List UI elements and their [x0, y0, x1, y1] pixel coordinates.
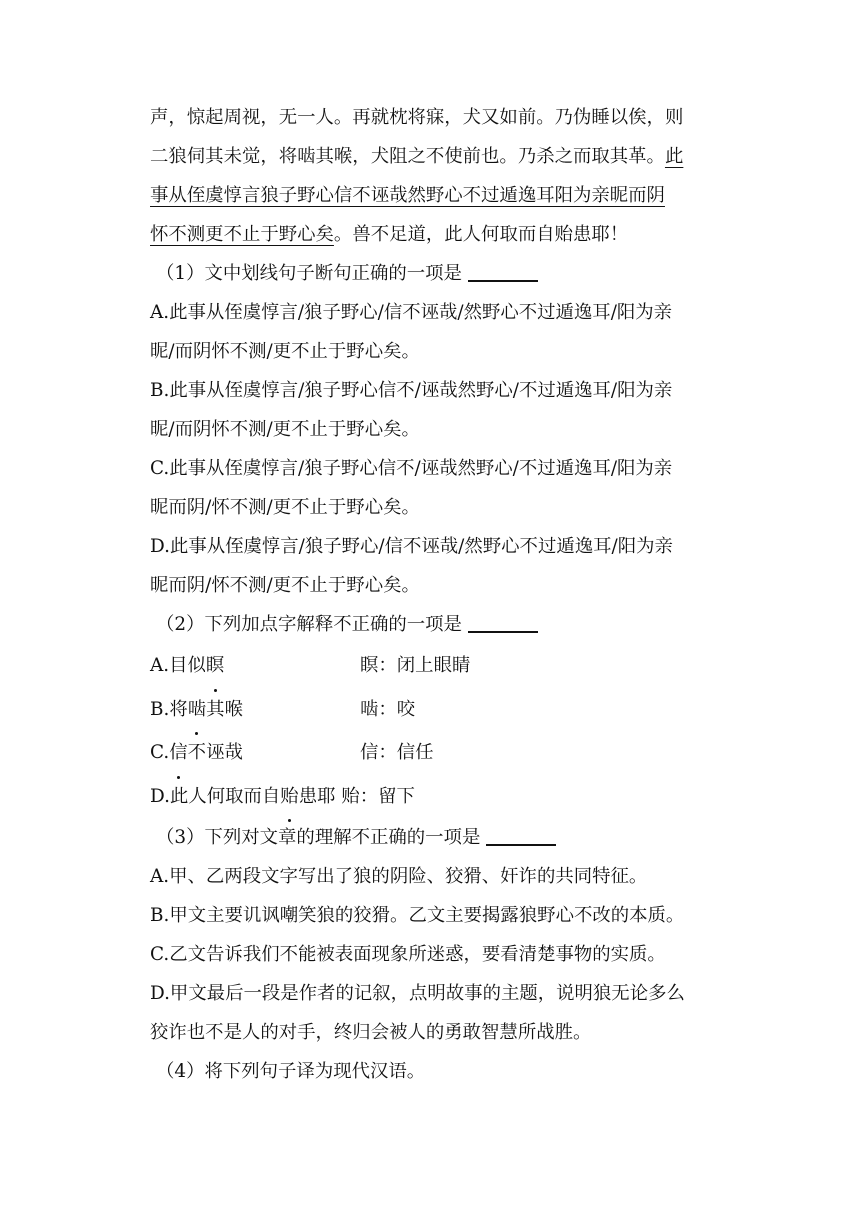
- question-1-stem: [150, 254, 735, 293]
- q2-option-c: [150, 731, 735, 775]
- q1-option-d: D.此事从侄虞惇言/狼子野心/信不诬哉/然野心不过遁逸耳/阳为亲: [150, 536, 673, 557]
- phrase-text: D.此人何取而自: [150, 785, 281, 807]
- underlined-sentence: 事从侄虞惇言狼子野心信不诬哉然野心不过遁逸耳阳为亲昵而阴: [150, 185, 665, 206]
- option-phrase: [150, 644, 360, 688]
- phrase-text: C.: [150, 742, 170, 763]
- phrase-text: B.将: [150, 698, 188, 720]
- q1-option-d-cont: 昵而阴/怀不测/更不止于野心矣。: [150, 575, 420, 596]
- q1-option-c: C.此事从侄虞惇言/狼子野心信不/诬哉然野心/不过遁逸耳/阳为亲: [150, 458, 673, 479]
- q1-option-c-cont: 昵而阴/怀不测/更不止于野心矣。: [150, 497, 420, 518]
- passage-text: 二狼伺其未觉，将啮其喉，犬阻之不使前也。乃杀之而取其革。: [150, 146, 665, 167]
- passage-text: 。兽不足道，此人何取而自贻患耶！: [333, 224, 629, 245]
- q2-option-d: [150, 775, 735, 819]
- answer-blank: [468, 260, 538, 282]
- question-4-stem: （4）将下列句子译为现代汉语。: [156, 1061, 426, 1082]
- option-explanation: 啮：咬: [360, 698, 416, 720]
- q1-option-a: A.此事从侄虞惇言/狼子野心/信不诬哉/然野心不过遁逸耳/阳为亲: [150, 302, 673, 323]
- q1-option-a-cont: 昵/而阴怀不测/更不止于野心矣。: [150, 341, 420, 362]
- question-text: （3）下列对文章的理解不正确的一项是: [156, 827, 481, 848]
- option-phrase: [150, 731, 360, 775]
- phrase-text: 不诬哉: [187, 742, 243, 763]
- phrase-text: 患耶: [298, 785, 336, 807]
- q3-option-a: A.甲、乙两段文字写出了狼的阴险、狡猾、奸诈的共同特征。: [150, 866, 648, 887]
- question-2-stem: [150, 605, 735, 644]
- dotted-char: 贻: [280, 775, 298, 819]
- phrase-text: A.目似: [150, 655, 206, 676]
- option-phrase: [150, 688, 360, 732]
- dotted-char: 信: [169, 731, 187, 775]
- q1-option-b-cont: 昵/而阴怀不测/更不止于野心矣。: [150, 419, 420, 440]
- option-explanation: 贻：留下: [341, 785, 415, 807]
- question-3-stem: [150, 818, 735, 857]
- q2-option-b: [150, 688, 735, 732]
- question-text: （2）下列加点字解释不正确的一项是: [156, 614, 462, 635]
- q3-option-d: D.甲文最后一段是作者的记叙，点明故事的主题，说明狼无论多么: [150, 983, 685, 1004]
- answer-blank: [486, 824, 556, 846]
- option-explanation: 信：信任: [360, 742, 434, 763]
- q3-option-c: C.乙文告诉我们不能被表面现象所迷惑，要看清楚事物的实质。: [150, 944, 666, 965]
- passage-line: [150, 176, 735, 215]
- dotted-char: 瞑: [206, 644, 224, 688]
- option-phrase: [150, 786, 335, 807]
- underlined-sentence: 此: [664, 146, 684, 167]
- question-text: （1）文中划线句子断句正确的一项是: [156, 263, 462, 284]
- q1-option-b: B.此事从侄虞惇言/狼子野心信不/诬哉然野心/不过遁逸耳/阳为亲: [150, 380, 673, 401]
- dotted-char: 啮: [188, 688, 206, 732]
- q3-option-b: B.甲文主要讥讽嘲笑狼的狡猾。乙文主要揭露狼野心不改的本质。: [150, 905, 685, 926]
- passage-line: [150, 215, 735, 254]
- q2-option-a: [150, 644, 735, 688]
- q3-option-d-cont: 狡诈也不是人的对手，终归会被人的勇敢智慧所战胜。: [150, 1022, 592, 1043]
- passage-line: [150, 137, 735, 176]
- passage-line: 声，惊起周视，无一人。再就枕将寐，犬又如前。乃伪睡以俟，则: [150, 107, 684, 128]
- underlined-sentence: 怀不测更不止于野心矣: [150, 224, 334, 245]
- phrase-text: 其喉: [206, 698, 243, 720]
- document-content: [150, 98, 735, 1091]
- answer-blank: [468, 611, 538, 633]
- option-explanation: 瞑：闭上眼睛: [360, 655, 471, 676]
